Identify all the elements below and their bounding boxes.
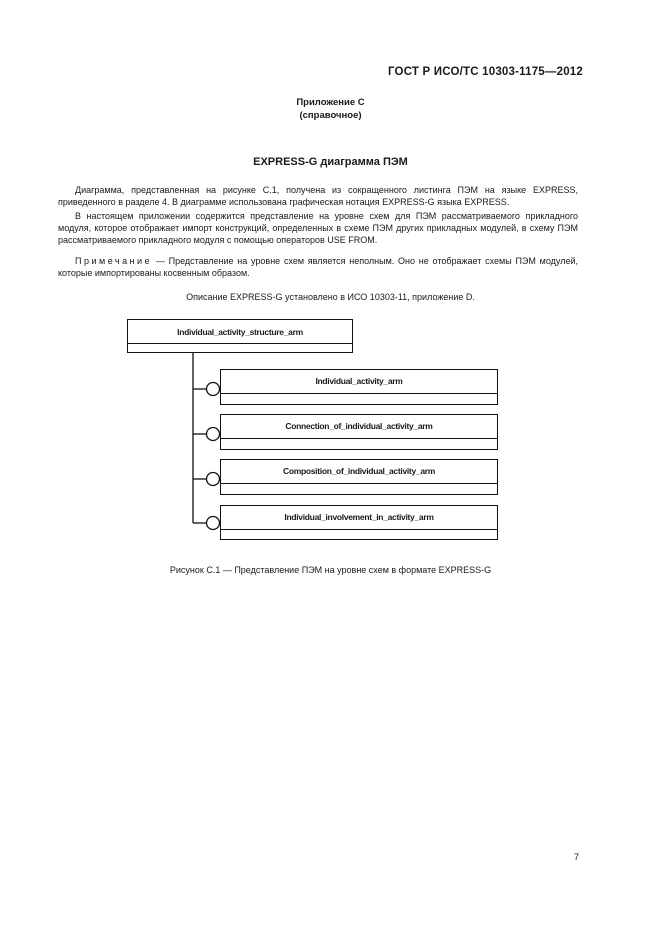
schema-box-root [127, 319, 353, 353]
connector-4 [193, 517, 220, 530]
connector-circle [207, 473, 220, 486]
expressg-description: Описание EXPRESS-G установлено в ИСО 10303-11, приложение D. [186, 292, 475, 302]
paragraph-2: В настоящем приложении содержится представление на уровне схем для ПЭМ рассматриваемого прикладного модуля, которое отображает импорт конструкций, определенных в схеме ПЭМ других прикладных модулей, в схему ПЭМ рассматриваемого прикладного модуля с помощью операторов USE FROM. [58, 211, 578, 245]
document-header: ГОСТ Р ИСО/ТС 10303-1175—2012 [387, 66, 583, 78]
note-label: Примечание [75, 256, 153, 266]
figure-caption: Рисунок С.1 — Представление ПЭМ на уровне схем в формате EXPRESS-G [169, 565, 492, 575]
schema-name: Individual_involvement_in_activity_arm [284, 512, 434, 522]
schema-box-2 [220, 414, 498, 450]
schema-name: Composition_of_individual_activity_arm [282, 466, 436, 476]
schema-name: Individual_activity_structure_arm [177, 327, 303, 337]
annex-title: Приложение С [296, 97, 365, 108]
section-title: EXPRESS-G диаграмма ПЭМ [253, 156, 408, 168]
schema-box-1 [220, 369, 498, 405]
schema-name: Connection_of_individual_activity_arm [285, 421, 433, 431]
schema-name: Individual_activity_arm [315, 376, 403, 386]
connector-2 [193, 428, 220, 441]
connector-circle [207, 428, 220, 441]
connector-1 [193, 383, 220, 396]
connector-circle [207, 517, 220, 530]
connector-3 [193, 473, 220, 486]
schema-box-3 [220, 459, 498, 495]
note-text: — Представление на уровне схем является неполным. Оно не отображает схемы ПЭМ модулей, которые импортированы косвенным образом. [58, 256, 578, 278]
annex-subtitle: (справочное) [299, 110, 362, 121]
schema-box-4 [220, 505, 498, 540]
connector-circle [207, 383, 220, 396]
paragraph-1: Диаграмма, представленная на рисунке С.1, получена из сокращенного листинга ПЭМ на языке EXPRESS, приведенного в разделе 4. В диаграмме использована графическая нотация EXPRESS-G языка EXPRESS. [58, 185, 578, 207]
page-number: 7 [573, 852, 579, 862]
